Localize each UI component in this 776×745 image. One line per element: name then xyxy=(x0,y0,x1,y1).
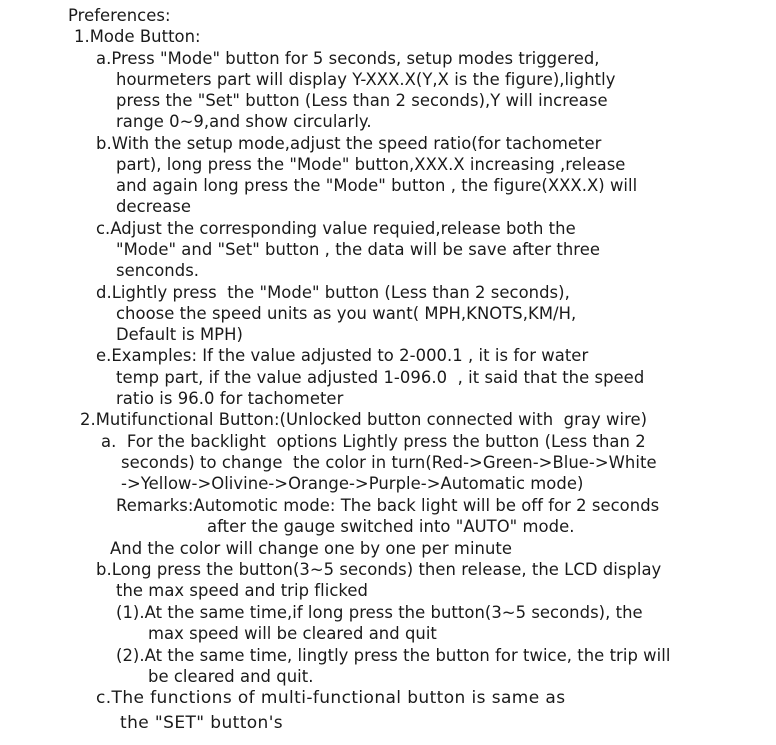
mode-item-d-line-3: Default is MPH) xyxy=(116,325,243,344)
mode-item-d-line-1: d.Lightly press the "Mode" button (Less than 2 seconds), xyxy=(96,283,570,302)
mode-item-a-line-4: range 0~9,and show circularly. xyxy=(116,112,372,131)
mode-item-d-line-2: choose the speed units as you want( MPH,KNOTS,KM/H, xyxy=(116,304,577,323)
sub-item-2-line-1: (2).At the same time, lingtly press the button for twice, the trip will xyxy=(116,646,671,665)
sub-item-1-line-1: (1).At the same time,if long press the button(3~5 seconds), the xyxy=(116,603,643,622)
mode-item-c-line-3: senconds. xyxy=(116,261,200,280)
section-mode-button-title: 1.Mode Button: xyxy=(74,27,201,46)
preferences-heading: Preferences: xyxy=(68,6,171,25)
multi-item-c-line-2: the "SET" button's xyxy=(120,713,284,733)
mode-item-b-line-1: b.With the setup mode,adjust the speed ratio(for tachometer xyxy=(96,134,602,153)
remarks-line-2: after the gauge switched into "AUTO" mode. xyxy=(207,517,575,536)
multi-item-a-line-1: a. For the backlight options Lightly press the button (Less than 2 xyxy=(101,432,646,451)
mode-item-a-line-1: a.Press "Mode" button for 5 seconds, setup modes triggered, xyxy=(96,49,600,68)
mode-item-e-line-1: e.Examples: If the value adjusted to 2-000.1 , it is for water xyxy=(96,346,589,365)
section-multifunction-title: 2.Mutifunctional Button:(Unlocked button connected with gray wire) xyxy=(80,410,648,429)
mode-item-b-line-3: and again long press the "Mode" button , the figure(XXX.X) will xyxy=(116,176,638,195)
multi-item-b-line-2: the max speed and trip flicked xyxy=(116,581,368,600)
multi-item-c-line-1: c.The functions of multi-functional button is same as xyxy=(96,688,566,708)
sub-item-1-line-2: max speed will be cleared and quit xyxy=(148,624,437,643)
multi-item-a-line-3: ->Yellow->Olivine->Orange->Purple->Automatic mode) xyxy=(121,474,584,493)
mode-item-a-line-2: hourmeters part will display Y-XXX.X(Y,X is the figure),lightly xyxy=(116,70,616,89)
mode-item-a-line-3: press the "Set" button (Less than 2 seconds),Y will increase xyxy=(116,91,608,110)
mode-item-b-line-4: decrease xyxy=(116,197,192,216)
mode-item-e-line-2: temp part, if the value adjusted 1-096.0 , it said that the speed xyxy=(116,368,645,387)
sub-item-2-line-2: be cleared and quit. xyxy=(148,667,314,686)
multi-item-a-line-2: seconds) to change the color in turn(Red->Green->Blue->White xyxy=(121,453,657,472)
mode-item-b-line-2: part), long press the "Mode" button,XXX.X increasing ,release xyxy=(116,155,626,174)
mode-item-c-line-1: c.Adjust the corresponding value requied,release both the xyxy=(96,219,576,238)
mode-item-c-line-2: "Mode" and "Set" button , the data will be save after three xyxy=(116,240,600,259)
multi-item-b-line-1: b.Long press the button(3~5 seconds) then release, the LCD display xyxy=(96,560,662,579)
color-change-note: And the color will change one by one per minute xyxy=(110,539,513,558)
mode-item-e-line-3: ratio is 96.0 for tachometer xyxy=(116,389,344,408)
remarks-line-1: Remarks:Automotic mode: The back light will be off for 2 seconds xyxy=(116,496,660,515)
